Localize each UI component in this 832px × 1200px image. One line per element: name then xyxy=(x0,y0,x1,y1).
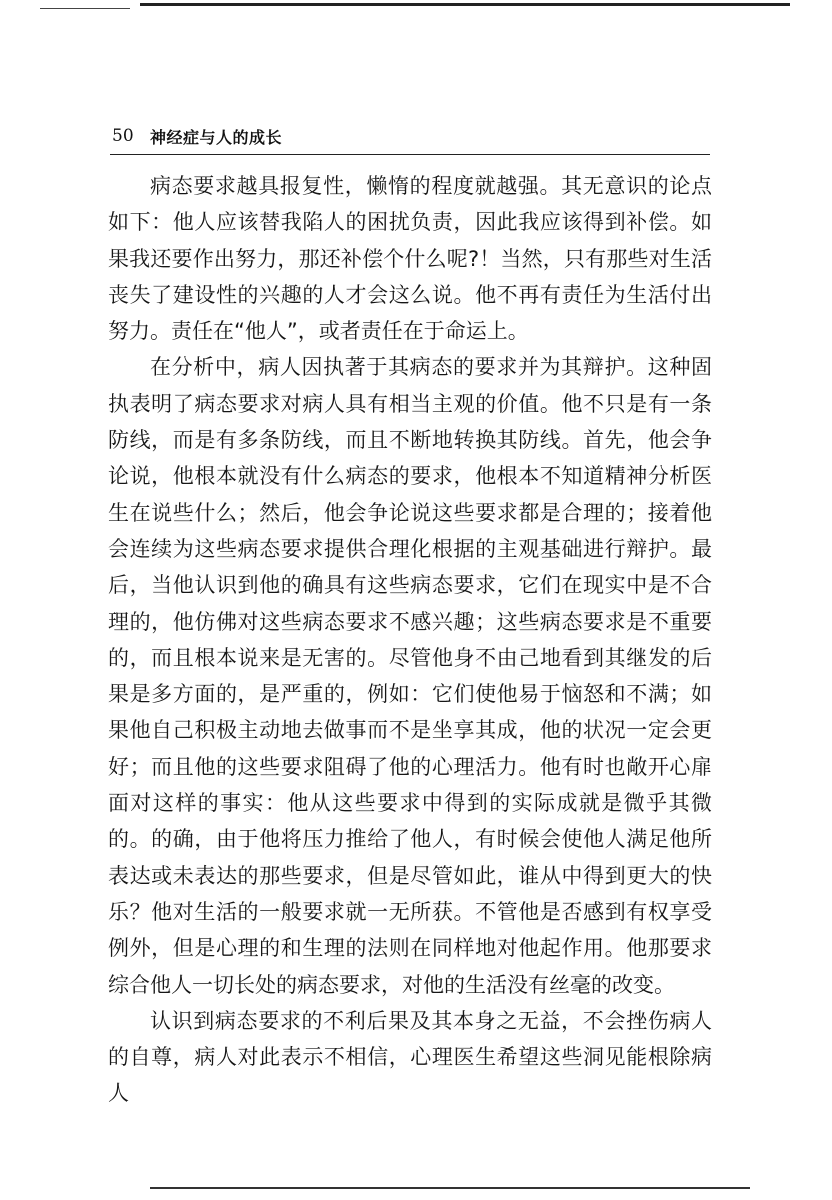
body-text xyxy=(108,168,712,1112)
top-scan-line-fragment xyxy=(40,8,130,9)
running-title: 神经症与人的成长 xyxy=(150,128,283,147)
top-scan-line xyxy=(140,3,790,6)
page-number: 50 xyxy=(112,126,134,146)
paragraph-1: 病态要求越具报复性，懒惰的程度就越强。其无意识的论点如下：他人应该替我陷人的困扰负责，因此我应该得到补偿。如果我还要作出努力，那还补偿个什么呢?！当然，只有那些对生活丧失了建设性的兴趣的人才会这么说。他不再有责任为生活付出努力。责任在“他人”，或者责任在于命运上。 xyxy=(108,174,712,344)
paragraph-2: 在分析中，病人因执著于其病态的要求并为其辩护。这种固执表明了病态要求对病人具有相当主观的价值。他不只是有一条防线，而是有多条防线，而且不断地转换其防线。首先，他会争论说，他根本就没有什么病态的要求，他根本不知道精神分析医生在说些什么；然后，他会争论说这些要求都是合理的；接着他会连续为这些病态要求提供合理化根据的主观基础进行辩护。最后，当他认识到他的确具有这些病态要求，它们在现实中是不合理的，他仿佛对这些病态要求不感兴趣；这些病态要求是不重要的，而且根本说来是无害的。尽管他身不由己地看到其继发的后果是多方面的，是严重的，例如：它们使他易于恼怒和不满；如果他自己积极主动地去做事而不是坐享其成，他的状况一定会更好；而且他的这些要求阻碍了他的心理活力。他有时也敞开心扉面对这样的事实：他从这些要求中得到的实际成就是微乎其微的。的确，由于他将压力推给了他人，有时候会使他人满足他所表达或未表达的那些要求，但是尽管如此，谁从中得到更大的快乐？他对生活的一般要求就一无所获。不管他是否感到有权享受例外，但是心理的和生理的法则在同样地对他起作用。他那要求综合他人一切长处的病态要求，对他的生活没有丝毫的改变。 xyxy=(108,355,712,997)
paragraph-3: 认识到病态要求的不利后果及其本身之无益，不会挫伤病人的自尊，病人对此表示不相信，心理医生希望这些洞见能根除病人 xyxy=(108,1008,712,1106)
bottom-scan-line xyxy=(150,1187,750,1189)
page-header xyxy=(110,120,710,155)
